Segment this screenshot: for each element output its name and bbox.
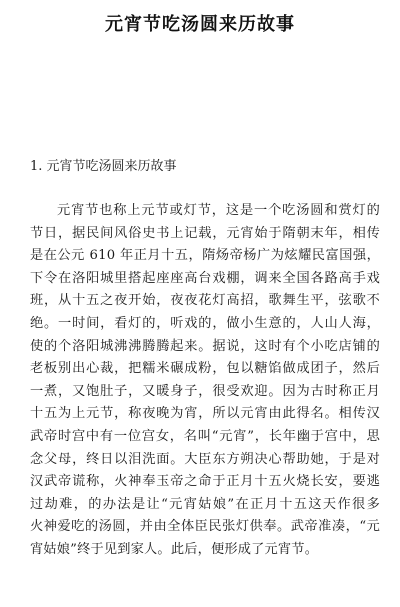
paragraph-line: 宵姑娘”终于见到家人。此后，便形成了元宵节。 bbox=[30, 541, 319, 557]
paragraph-line: 是在公元 610 年正月十五，隋炀帝杨广为炫耀民富国强， bbox=[30, 248, 380, 264]
paragraph-line: 节日，据民间风俗史书上记载，元宵始于隋朝末年，相传 bbox=[30, 225, 380, 241]
paragraph-line: 使的个洛阳城沸沸腾腾起来。据说，这时有个小吃店铺的 bbox=[30, 338, 380, 354]
paragraph-line: 班，从十五之夜开始，夜夜花灯高招，歌舞生平，弦歌不 bbox=[30, 293, 380, 309]
paragraph-line: 汉武帝谎称，火神奉玉帝之命于正月十五火烧长安，要逃 bbox=[30, 474, 380, 490]
body-paragraph bbox=[30, 200, 380, 562]
paragraph-line: 过劫难，的办法是让“元宵姑娘”在正月十五这天作很多 bbox=[30, 496, 380, 512]
paragraph-line: 绝。一时间，看灯的，听戏的，做小生意的，人山人海， bbox=[30, 315, 380, 331]
paragraph-line: 武帝时宫中有一位宫女，名叫“元宵”，长年幽于宫中，思 bbox=[30, 428, 380, 444]
section-heading: 1. 元宵节吃汤圆来历故事 bbox=[30, 159, 177, 174]
paragraph-line: 老板别出心裁，把糯米碾成粉，包以糖馅做成团子，然后 bbox=[30, 361, 380, 377]
document-title: 元宵节吃汤圆来历故事 bbox=[105, 14, 295, 35]
paragraph-line: 一煮，又饱肚子，又暖身子，很受欢迎。因为古时称正月 bbox=[30, 383, 380, 399]
paragraph-line: 念父母，终日以泪洗面。大臣东方朔决心帮助她，于是对 bbox=[30, 451, 380, 467]
paragraph-line: 十五为上元节，称夜晚为宵，所以元宵由此得名。相传汉 bbox=[30, 406, 380, 422]
paragraph-line: 火神爱吃的汤圆，并由全体臣民张灯供奉。武帝准凑，“元 bbox=[30, 519, 380, 535]
paragraph-line: 下令在洛阳城里搭起座座高台戏棚，调来全国各路高手戏 bbox=[30, 270, 380, 286]
paragraph-line: 元宵节也称上元节或灯节，这是一个吃汤圆和赏灯的 bbox=[57, 203, 380, 218]
